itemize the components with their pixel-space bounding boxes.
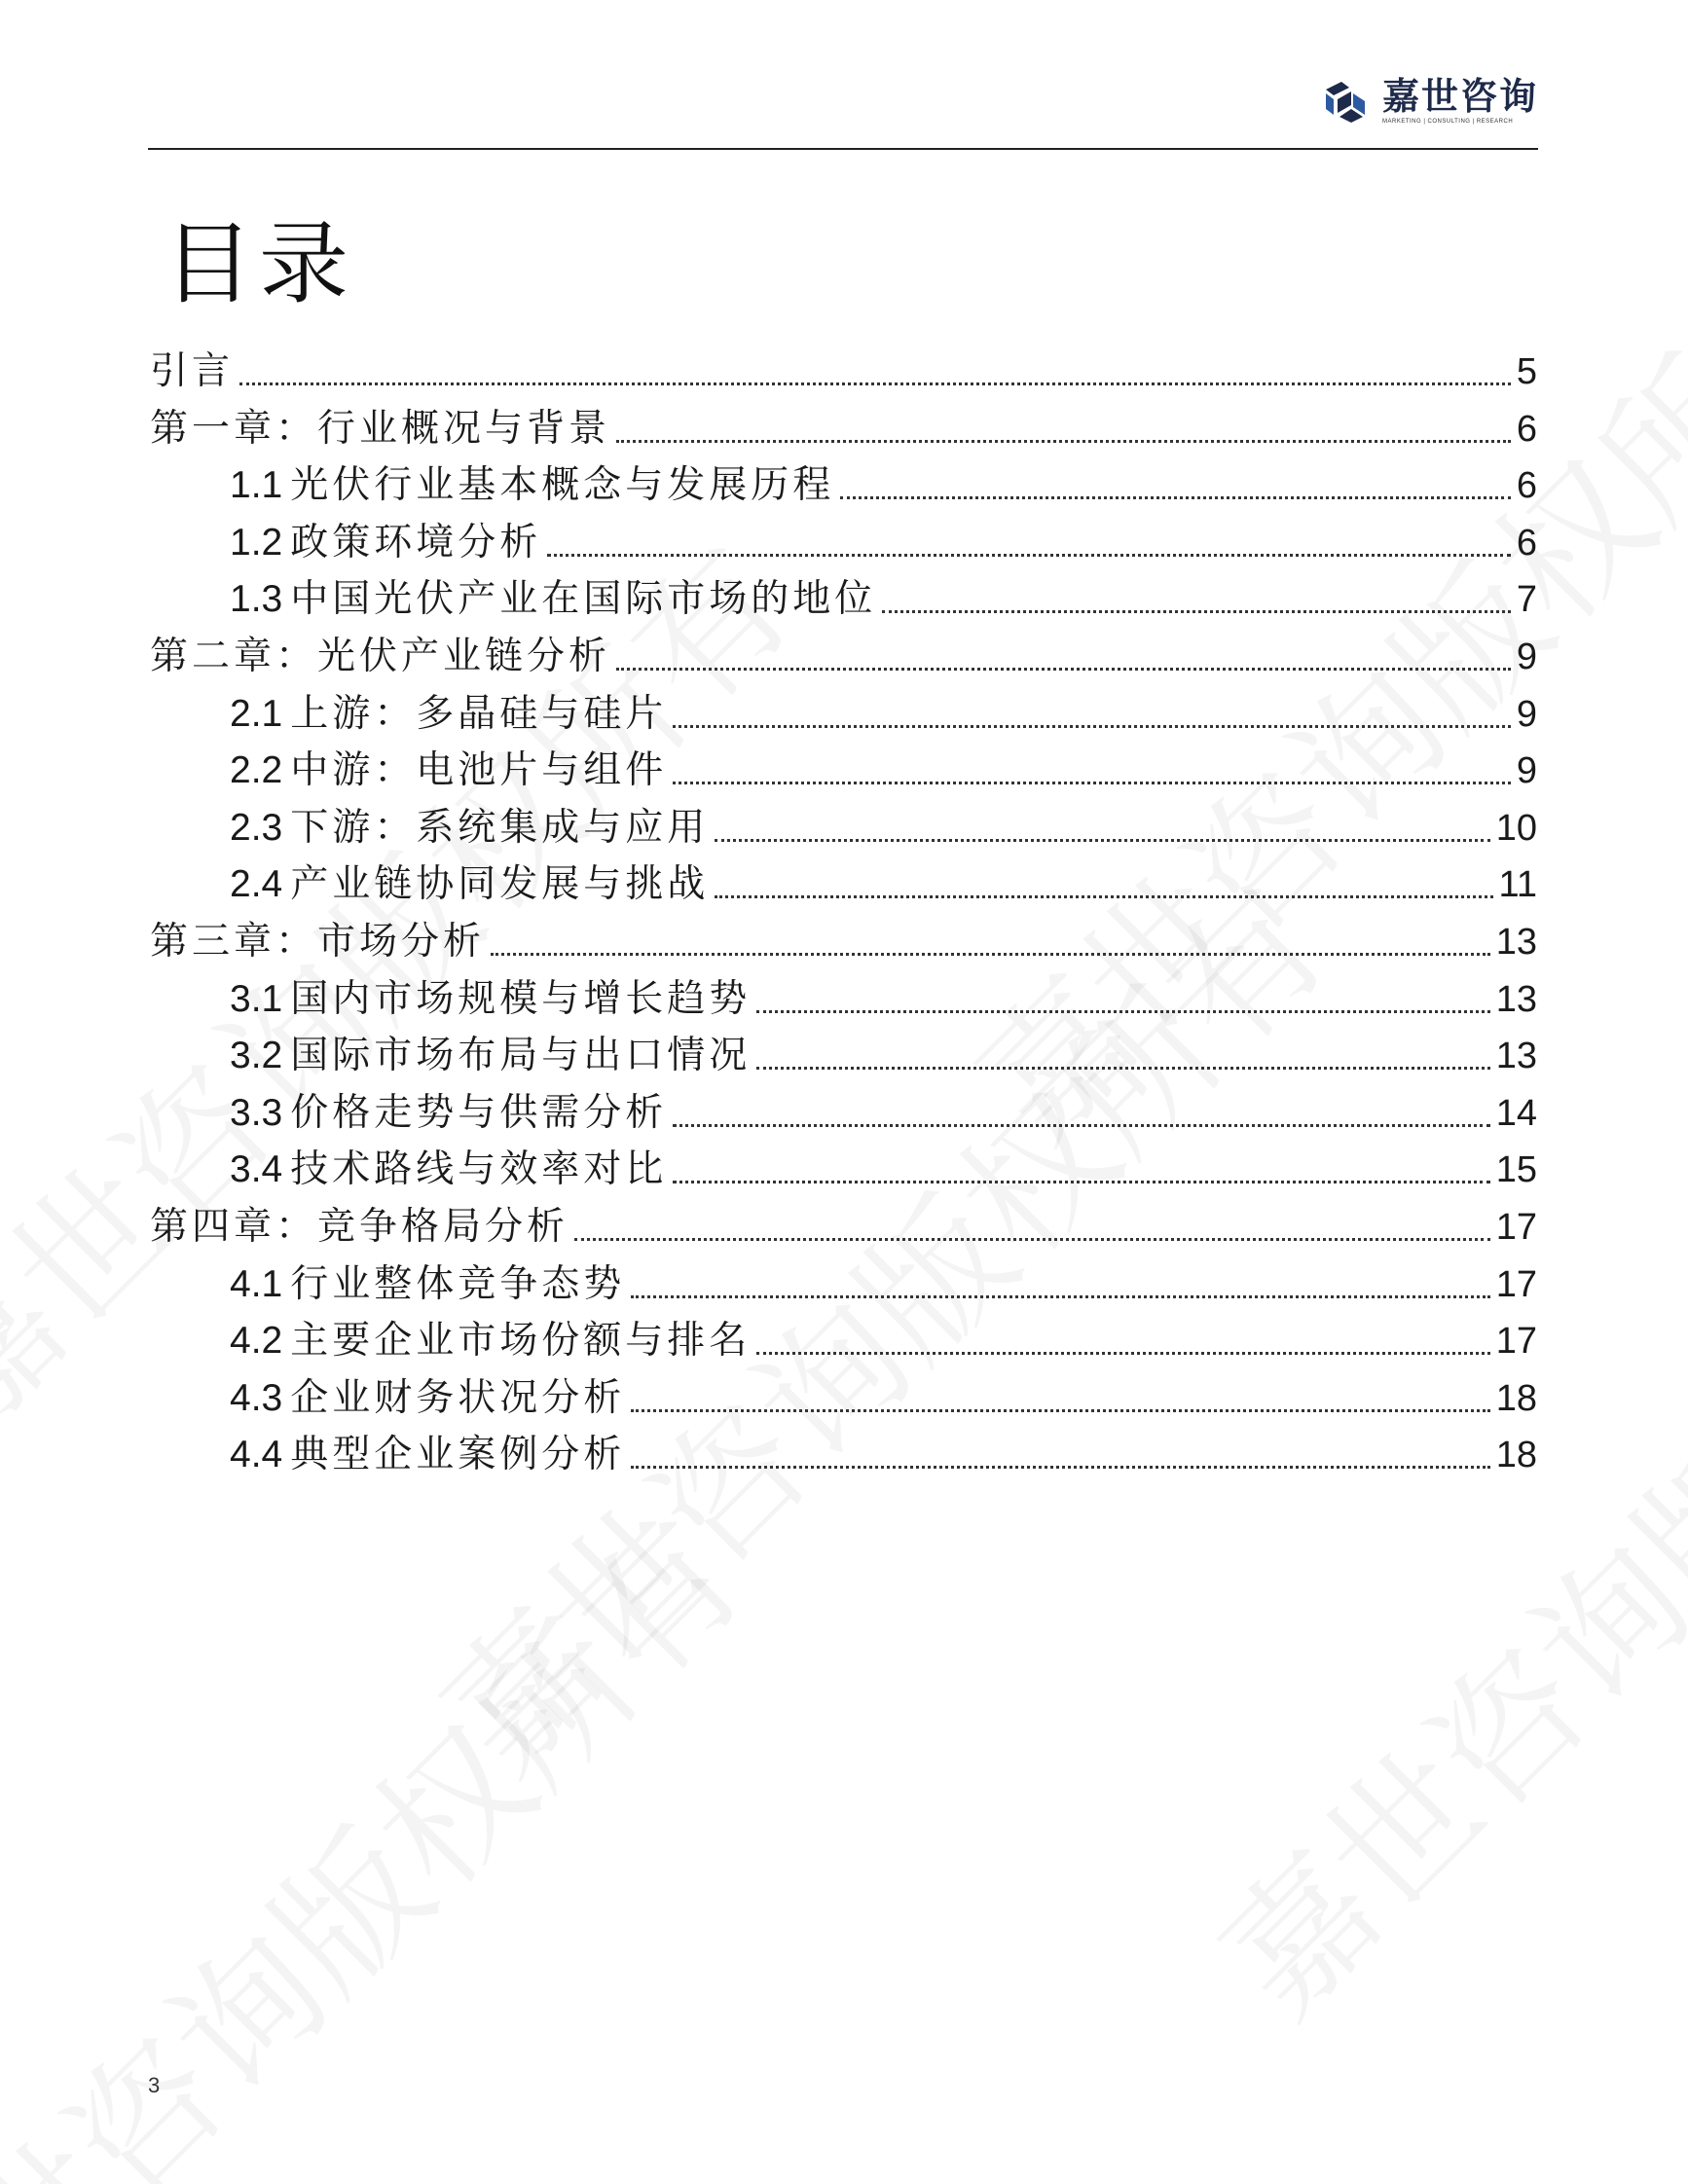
toc-section-number: 4.1: [230, 1262, 283, 1305]
toc-entry-label: 引言: [150, 349, 235, 393]
toc-leader-dots: [673, 782, 1511, 784]
toc-leader-dots: [673, 725, 1511, 728]
toc-section-entry[interactable]: [230, 1312, 1537, 1366]
toc-page-number: 9: [1516, 693, 1537, 735]
toc-page-number: 13: [1495, 1036, 1537, 1077]
toc-section-number: 4.4: [230, 1434, 283, 1476]
toc-leader-dots: [840, 496, 1511, 499]
toc-entry-label: 中游：电池片与组件: [290, 748, 668, 793]
toc-section-entry[interactable]: [230, 456, 1537, 511]
toc-leader-dots: [631, 1295, 1489, 1298]
page-number: 3: [148, 2073, 161, 2097]
toc-section-number: 4.2: [230, 1320, 283, 1363]
toc-entry-title: [230, 974, 751, 1025]
toc-section-number: 1.1: [230, 464, 283, 507]
toc-section-number: 4.3: [230, 1376, 283, 1419]
toc-entry-label: 上游：多晶硅与硅片: [290, 691, 668, 736]
toc-section-number: 3.1: [230, 977, 283, 1020]
page-header: [148, 58, 1538, 150]
toc-leader-dots: [616, 440, 1511, 443]
toc-section-entry[interactable]: [230, 1426, 1537, 1480]
toc-page-number: 6: [1516, 522, 1537, 564]
toc-page-number: 7: [1516, 579, 1537, 621]
toc-section-number: 3.3: [230, 1091, 283, 1134]
toc-section-number: 1.2: [230, 521, 283, 564]
toc-leader-dots: [673, 1181, 1489, 1183]
toc-leader-dots: [574, 1238, 1490, 1241]
toc-entry-label: 政策环境分析: [290, 520, 542, 564]
toc-page-number: 18: [1495, 1435, 1537, 1476]
toc-page-number: 6: [1516, 408, 1537, 450]
toc-section-entry[interactable]: [230, 1084, 1537, 1139]
company-logo-icon: [1320, 76, 1371, 127]
toc-page-number: 15: [1495, 1149, 1537, 1191]
toc-leader-dots: [491, 953, 1490, 956]
toc-entry-label: 第三章：市场分析: [150, 920, 486, 964]
toc-entry-title: [230, 518, 541, 568]
toc-section-entry[interactable]: [230, 685, 1537, 740]
toc-entry-label: 下游：系统集成与应用: [290, 805, 710, 850]
toc-section-number: 2.2: [230, 749, 283, 792]
logo-tagline: MARKETING | CONSULTING | RESEARCH: [1381, 119, 1514, 125]
toc-page-number: 18: [1495, 1377, 1537, 1419]
toc-page-number: 13: [1495, 978, 1537, 1020]
toc-entry-label: 中国光伏产业在国际市场的地位: [290, 577, 877, 622]
toc-section-entry[interactable]: [230, 1141, 1537, 1195]
toc-page-number: 17: [1495, 1263, 1537, 1305]
toc-entry-title: [230, 574, 876, 625]
toc-entry-label: 技术路线与效率对比: [290, 1147, 668, 1192]
toc-chapter-entry[interactable]: [150, 400, 1537, 455]
toc-leader-dots: [547, 554, 1511, 557]
toc-section-entry[interactable]: [230, 570, 1537, 625]
toc-leader-dots: [715, 895, 1492, 898]
toc-chapter-entry[interactable]: [150, 628, 1537, 682]
toc-section-entry[interactable]: [230, 1256, 1537, 1310]
toc-entry-label: 光伏行业基本概念与发展历程: [290, 463, 835, 508]
toc-entry-title: [150, 404, 610, 455]
toc-page-number: 13: [1495, 922, 1537, 963]
toc-section-number: 1.3: [230, 578, 283, 621]
toc-entry-title: [150, 917, 485, 967]
toc-section-entry[interactable]: [230, 855, 1537, 910]
toc-entry-label: 行业整体竞争态势: [290, 1261, 626, 1306]
toc-entry-title: [150, 632, 610, 682]
toc-entry-title: [230, 1373, 625, 1424]
toc-entry-title: [230, 1259, 625, 1310]
toc-entry-title: [150, 1202, 569, 1253]
toc-section-entry[interactable]: [230, 1369, 1537, 1424]
toc-entry-title: [230, 689, 667, 740]
toc-leader-dots: [756, 1067, 1489, 1070]
toc-leader-dots: [673, 1124, 1489, 1127]
toc-section-number: 3.4: [230, 1148, 283, 1191]
toc-chapter-entry[interactable]: [150, 343, 1537, 397]
toc-leader-dots: [882, 610, 1511, 613]
toc-leader-dots: [756, 1352, 1489, 1355]
toc-page-number: 10: [1495, 807, 1537, 849]
toc-page-number: 14: [1495, 1092, 1537, 1134]
toc-chapter-entry[interactable]: [150, 1198, 1537, 1253]
toc-section-number: 3.2: [230, 1035, 283, 1077]
toc-entry-title: [230, 460, 834, 511]
toc-leader-dots: [631, 1409, 1489, 1412]
toc-page-number: 17: [1495, 1321, 1537, 1363]
toc-section-entry[interactable]: [230, 970, 1537, 1025]
toc-entry-label: 国内市场规模与增长趋势: [290, 976, 752, 1021]
toc-entry-label: 国际市场布局与出口情况: [290, 1034, 752, 1078]
toc-entry-label: 典型企业案例分析: [290, 1433, 626, 1477]
toc-section-entry[interactable]: [230, 799, 1537, 854]
toc-entry-label: 第一章：行业概况与背景: [150, 406, 611, 451]
toc-leader-dots: [715, 839, 1489, 842]
toc-entry-title: [230, 1088, 667, 1139]
toc-entry-label: 主要企业市场份额与排名: [290, 1319, 752, 1364]
toc-section-number: 2.3: [230, 806, 283, 849]
toc-section-entry[interactable]: [230, 514, 1537, 568]
toc-page-number: 6: [1516, 465, 1537, 507]
watermark-text: [0, 1467, 780, 2184]
toc-section-entry[interactable]: [230, 1027, 1537, 1081]
toc-leader-dots: [616, 668, 1511, 671]
toc-entry-label: 第四章：竞争格局分析: [150, 1205, 569, 1249]
toc-leader-dots: [756, 1010, 1489, 1013]
toc-section-entry[interactable]: [230, 742, 1537, 796]
toc-page-number: 5: [1516, 351, 1537, 392]
toc-entry-title: [230, 859, 709, 910]
toc-entry-title: [230, 1145, 667, 1195]
toc-page-number: 11: [1498, 864, 1537, 906]
toc-title: 目录: [164, 212, 355, 316]
toc-page-number: 17: [1495, 1207, 1537, 1248]
toc-entry-title: [230, 1316, 751, 1366]
toc-leader-dots: [239, 382, 1511, 385]
toc-entry-title: [230, 1031, 751, 1081]
company-logo: [1320, 76, 1538, 127]
toc-entry-label: 企业财务状况分析: [290, 1375, 626, 1420]
logo-chinese-name: 嘉世咨询: [1381, 75, 1538, 118]
toc-entry-label: 第二章：光伏产业链分析: [150, 635, 611, 678]
toc-page-number: 9: [1516, 637, 1537, 677]
toc-entry-label: 价格走势与供需分析: [290, 1090, 668, 1135]
toc-entry-title: [230, 1430, 625, 1480]
toc-page-number: 9: [1516, 750, 1537, 792]
toc-entry-title: [230, 746, 667, 796]
toc-entry-label: 产业链协同发展与挑战: [290, 862, 710, 907]
toc-entry-title: [150, 346, 234, 397]
toc-section-number: 2.1: [230, 692, 283, 735]
toc-entry-title: [230, 803, 709, 854]
toc-section-number: 2.4: [230, 863, 283, 906]
toc-chapter-entry[interactable]: [150, 913, 1537, 967]
toc-leader-dots: [631, 1466, 1489, 1469]
